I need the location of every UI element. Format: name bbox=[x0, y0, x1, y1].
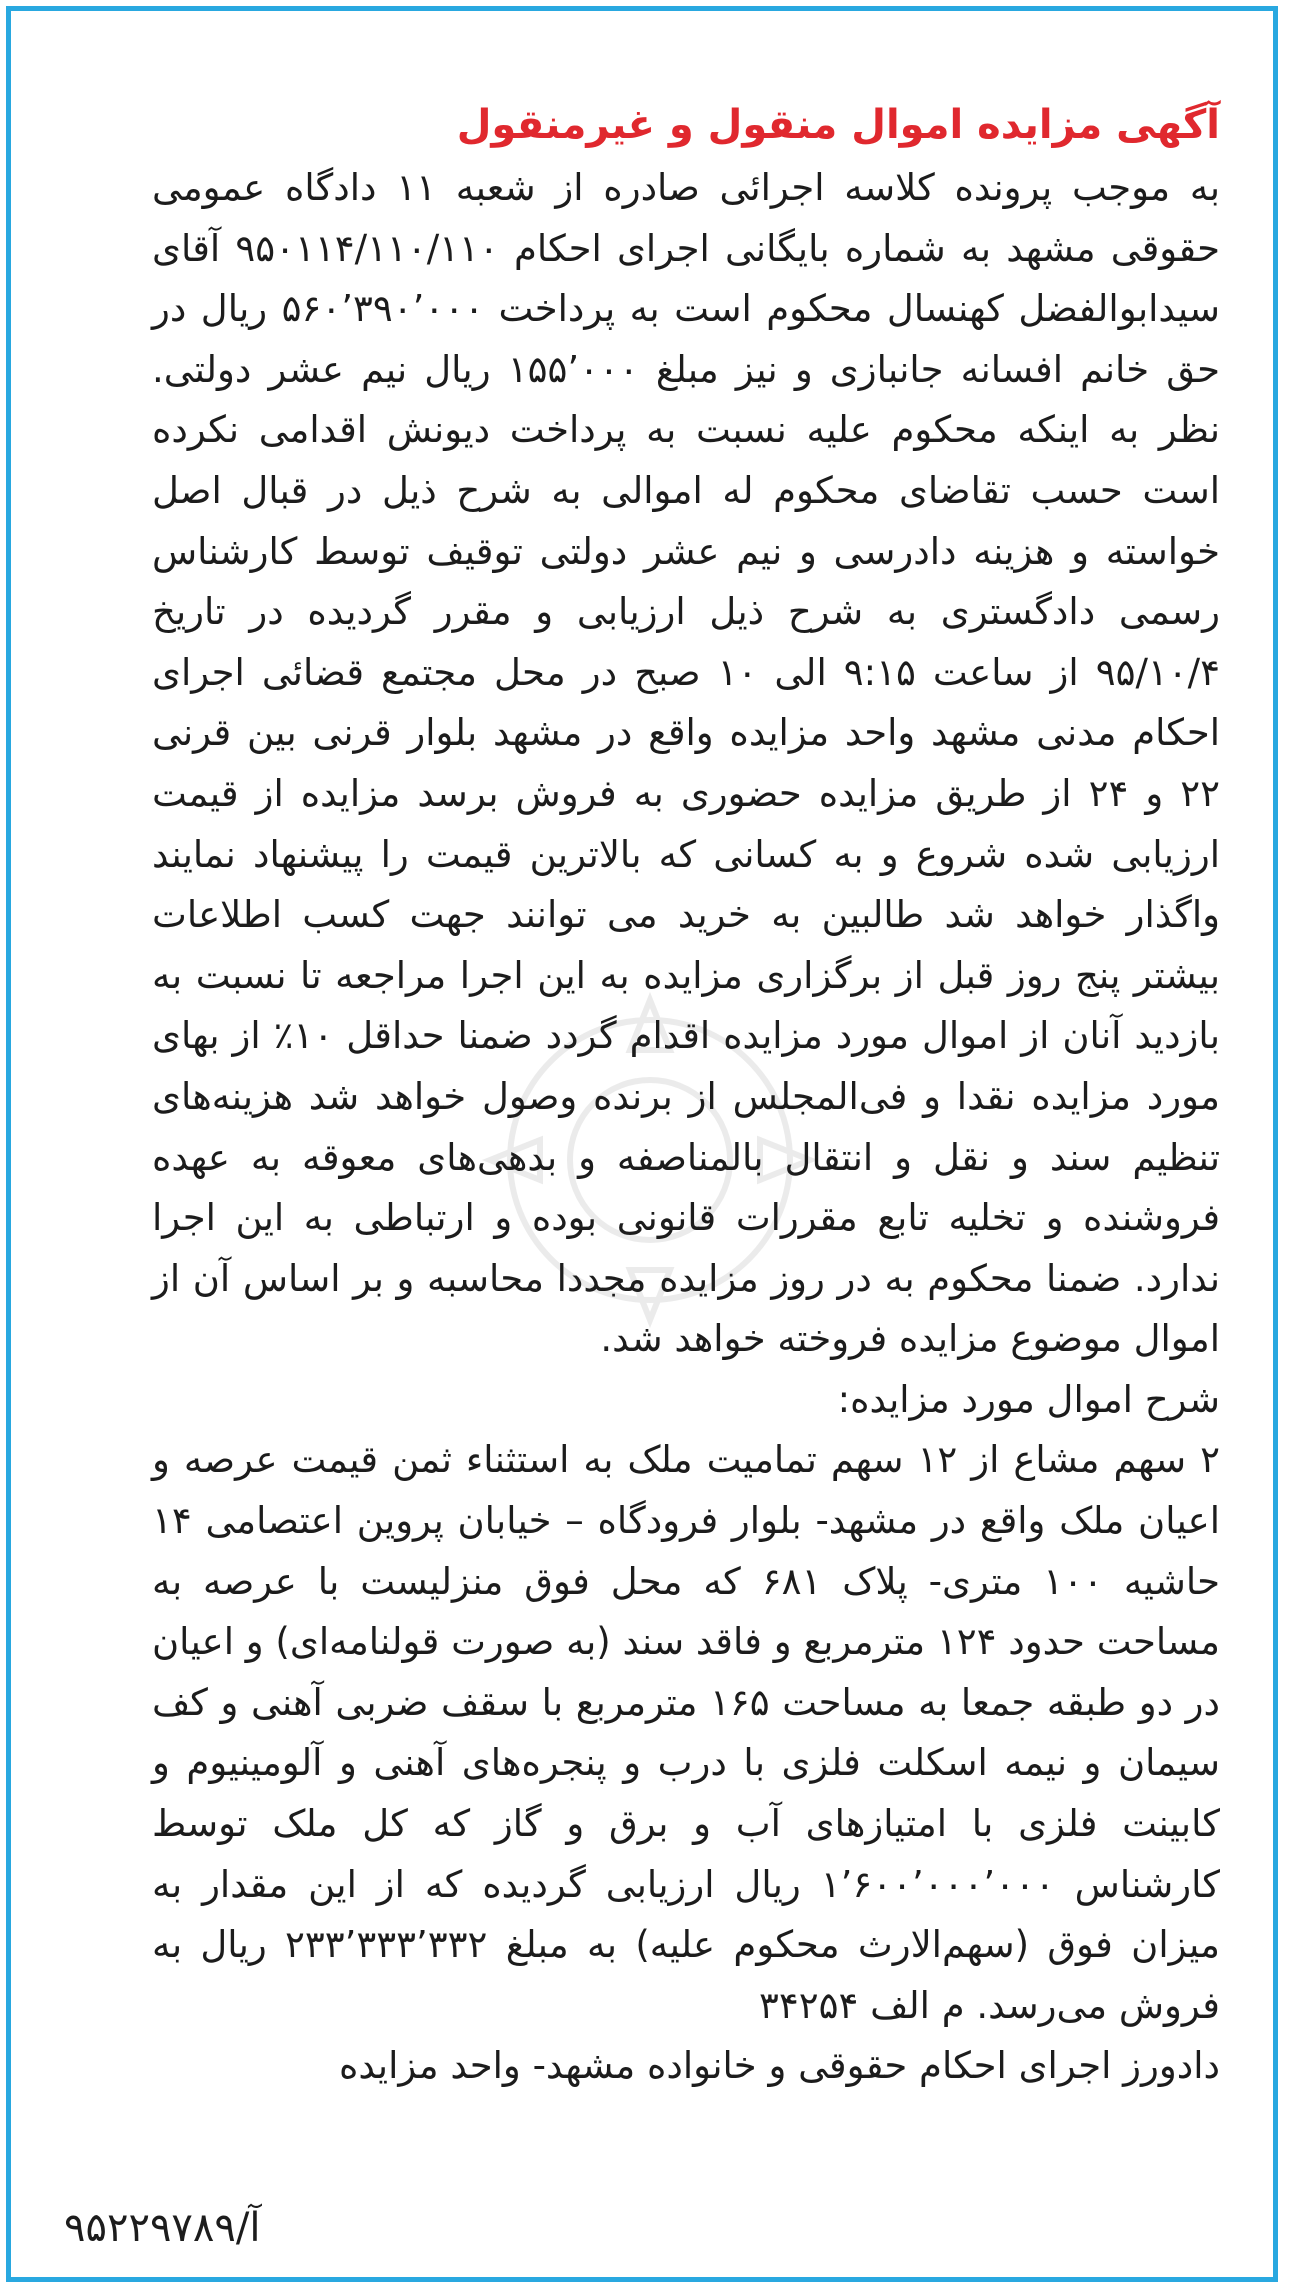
notice-signature: دادورز اجرای احکام حقوقی و خانواده مشهد- واحد مزایده bbox=[338, 2044, 1220, 2088]
document-number: آ/۹۵۲۲۹۷۸۹ bbox=[64, 2205, 261, 2251]
property-description: ۲ سهم مشاع از ۱۲ سهم تمامیت ملک به استثناء ثمن قیمت عرصه و اعیان ملک واقع در مشهد- بلوار فرودگاه – خیابان پروین اعتصامی ۱۴ حاشیه ۱۰۰ متری- پلاک ۶۸۱ که محل فوق منزلیست با عرصه به مساحت حدود ۱۲۴ مترمربع و فاقد سند (به صورت قولنامه‌ای) و اعیان در دو طبقه جمعا به مساحت ۱۶۵ مترمربع با سقف ضربی آهنی و کف سیمان و نیمه اسکلت فلزی با درب و پنجره‌های آهنی و آلومینیوم و کابینت فلزی با امتیازهای آب و برق و گاز که کل ملک توسط کارشناس ۱٬۶۰۰٬۰۰۰٬۰۰۰ ریال ارزیابی گردیده که از این مقدار به میزان فوق (سهم‌الارث محکوم علیه) به مبلغ ۲۳۳٬۳۳۳٬۳۳۲ ریال به فروش می‌رسد. م الف ۳۴۲۵۴ bbox=[152, 1438, 1221, 2027]
property-subheading: شرح اموال مورد مزایده: bbox=[837, 1377, 1220, 1421]
notice-body: به موجب پرونده کلاسه اجرائی صادره از شعبه ۱۱ دادگاه عمومی حقوقی مشهد به شماره بایگانی اجرای احکام ۹۵۰۱۱۴/۱۱۰/۱۱۰ آقای سیدابوالفضل کهنسال محکوم است به پرداخت ۵۶۰٬۳۹۰٬۰۰۰ ریال در حق خانم افسانه جانبازی و نیز مبلغ ۱۵۵٬۰۰۰ ریال نیم عشر دولتی. نظر به اینکه محکوم علیه نسبت به پرداخت دیونش اقدامی نکرده است حسب تقاضای محکوم له اموالی به شرح ذیل در قبال اصل خواسته و هزینه دادرسی و نیم عشر دولتی توقیف توسط کارشناس رسمی دادگستری به شرح ذیل ارزیابی و مقرر گردیده در تاریخ ۹۵/۱۰/۴ از ساعت ۹:۱۵ الی ۱۰ صبح در محل مجتمع قضائی اجرای احکام مدنی مشهد واحد مزایده واقع در مشهد بلوار قرنی بین قرنی ۲۲ و ۲۴ از طریق مزایده حضوری به فروش برسد مزایده از قیمت ارزیابی شده شروع و به کسانی که بالاترین قیمت را پیشنهاد نمایند واگذار خواهد شد طالبین به خرید می توانند جهت کسب اطلاعات بیشتر پنج روز قبل از برگزاری مزایده به این اجرا مراجعه تا نسبت به بازدید آنان از اموال مورد مزایده اقدام گردد ضمنا حداقل ۱۰٪ از بهای مورد مزایده نقدا و فی‌المجلس از برنده وصول خواهد شد هزینه‌های تنظیم سند و نقل و انتقال بالمناصفه و بدهی‌های معوقه به عهده فروشنده و تخلیه تابع مقررات قانونی بوده و ارتباطی به این اجرا ندارد. ضمنا محکوم به در روز مزایده مجددا محاسبه و بر اساس آن از اموال موضوع مزایده فروخته خواهد شد. bbox=[152, 166, 1221, 1361]
notice-content bbox=[152, 96, 1220, 2097]
notice-title: آگهی مزایده اموال منقول و غیرمنقول bbox=[456, 102, 1220, 148]
